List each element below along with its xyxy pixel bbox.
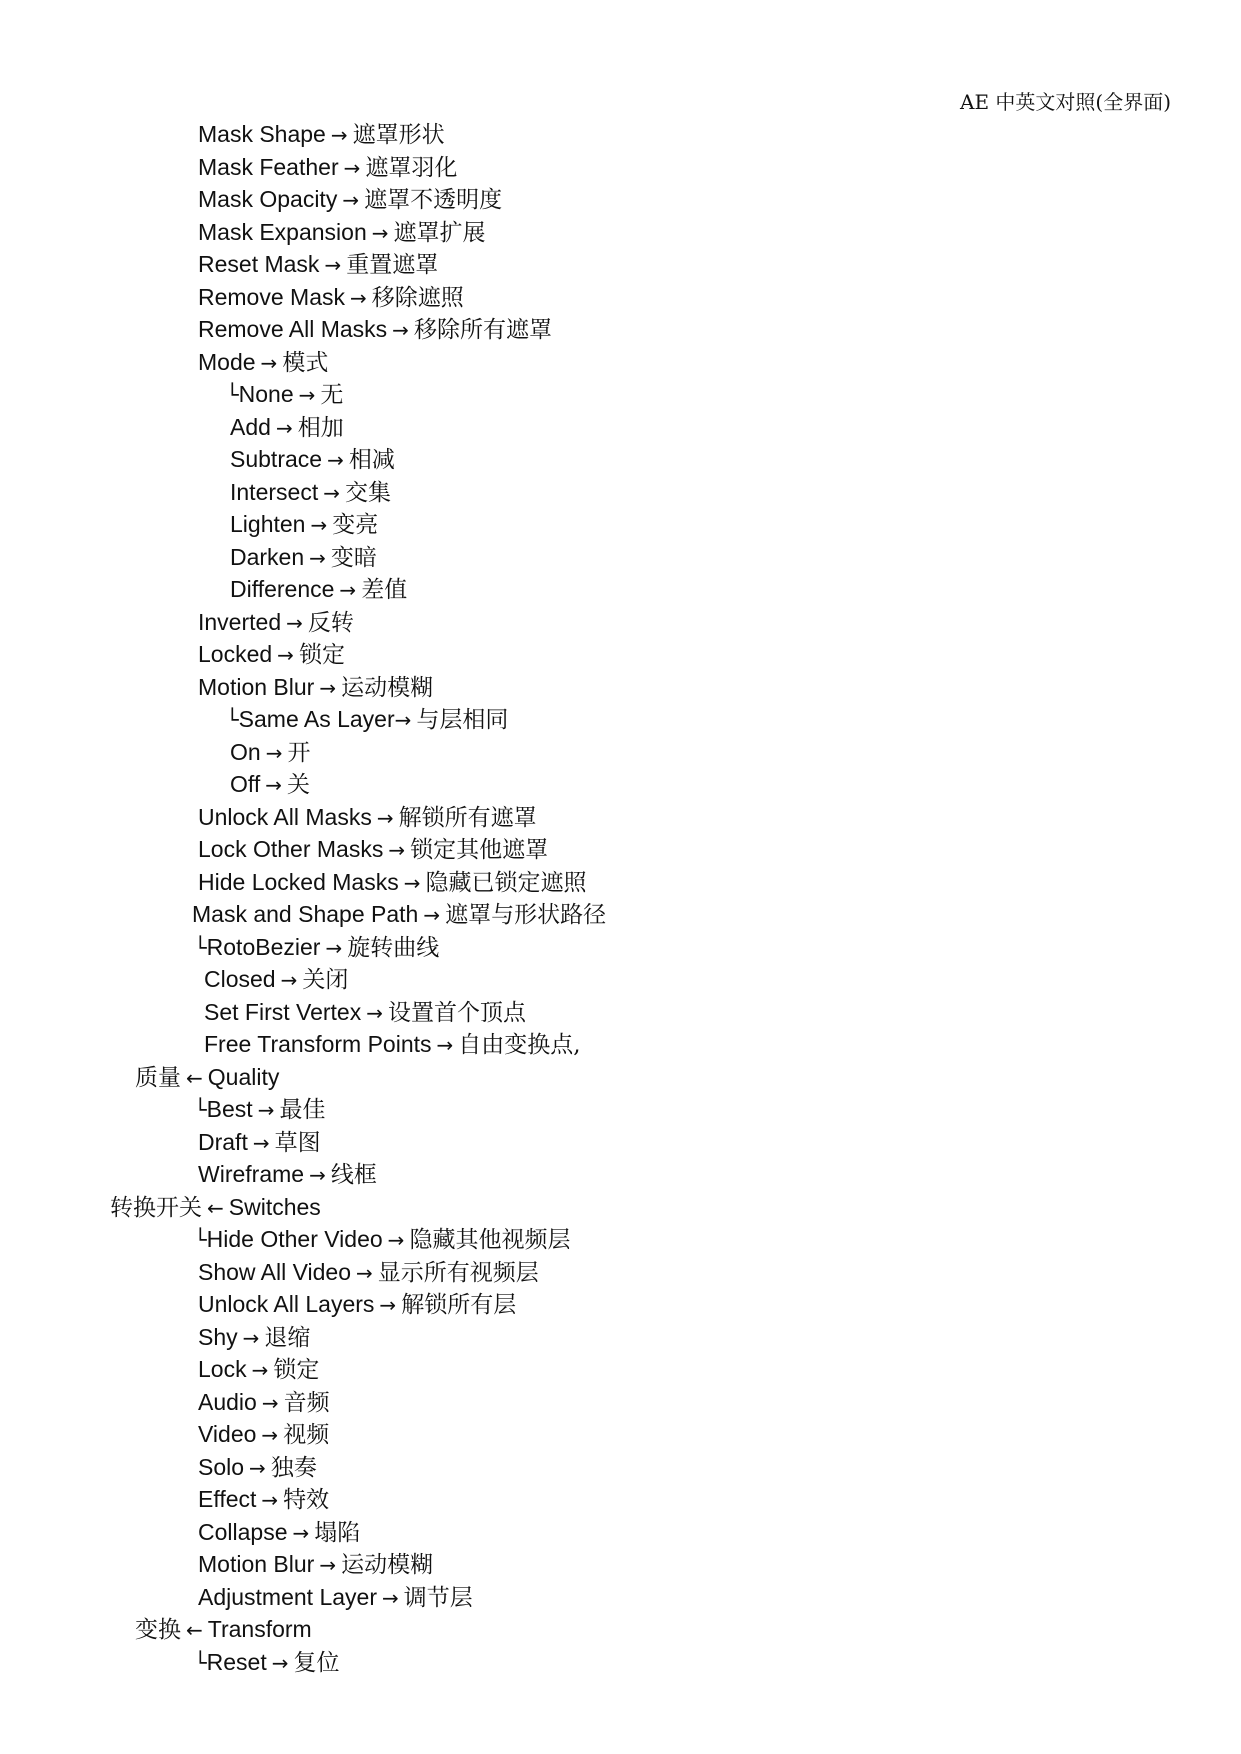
term-en: Motion Blur bbox=[198, 1551, 315, 1577]
term-zh: 相加 bbox=[297, 414, 344, 441]
term-en: Lock Other Masks bbox=[198, 836, 384, 862]
arrow-right-icon: → bbox=[280, 968, 298, 992]
arrow-right-icon: → bbox=[330, 123, 348, 147]
glossary-line-hide-other-video bbox=[0, 1223, 1241, 1256]
glossary-line-rotobezier bbox=[0, 931, 1241, 964]
arrow-right-icon: → bbox=[339, 578, 357, 602]
term-en: Off bbox=[230, 771, 261, 797]
term-zh: 反转 bbox=[307, 609, 354, 636]
glossary-line-shy bbox=[0, 1321, 1241, 1354]
term-zh: 遮罩不透明度 bbox=[364, 187, 503, 213]
term-zh: 与层相同 bbox=[416, 707, 509, 733]
glossary-line-reset bbox=[0, 1646, 1241, 1679]
term-en: RotoBezier bbox=[206, 933, 321, 960]
glossary-line-adjustment-layer bbox=[0, 1581, 1241, 1614]
term-zh: 调节层 bbox=[403, 1584, 473, 1611]
arrow-right-icon: → bbox=[310, 513, 328, 537]
term-zh: 遮罩与形状路径 bbox=[445, 902, 607, 928]
term-en: Reset Mask bbox=[198, 251, 320, 277]
term-en: Effect bbox=[198, 1486, 257, 1512]
term-zh: 模式 bbox=[282, 349, 329, 376]
arrow-right-icon: → bbox=[366, 1000, 383, 1025]
term-zh: 解锁所有层 bbox=[401, 1292, 517, 1318]
term-zh: 隐藏已锁定遮照 bbox=[425, 869, 587, 896]
glossary-line-difference bbox=[0, 573, 1241, 606]
arrow-right-icon: → bbox=[298, 383, 316, 407]
term-en: Same As Layer bbox=[238, 706, 395, 732]
tree-branch-icon: └ bbox=[194, 1650, 207, 1675]
term-zh: 交集 bbox=[344, 479, 391, 506]
arrow-right-icon: → bbox=[327, 448, 344, 472]
term-zh: 复位 bbox=[293, 1649, 340, 1676]
glossary-line-show-all-video bbox=[0, 1256, 1241, 1289]
glossary-line-add bbox=[0, 411, 1241, 444]
term-en: Darken bbox=[230, 543, 305, 570]
term-en: Remove Mask bbox=[198, 283, 345, 310]
glossary-line-collapse bbox=[0, 1516, 1241, 1549]
term-zh: 音频 bbox=[283, 1389, 330, 1416]
term-en: Locked bbox=[198, 641, 273, 667]
arrow-right-icon: → bbox=[265, 773, 283, 797]
glossary-line-mask-expansion bbox=[0, 216, 1241, 249]
arrow-left-icon: ← bbox=[186, 1065, 203, 1090]
term-zh: 显示所有视频层 bbox=[377, 1259, 539, 1286]
term-zh: 线框 bbox=[330, 1162, 377, 1188]
arrow-right-icon: → bbox=[423, 903, 441, 927]
term-en: Add bbox=[230, 413, 271, 440]
term-zh: 相减 bbox=[348, 447, 395, 473]
arrow-right-icon: → bbox=[309, 545, 326, 570]
term-zh: 隐藏其他视频层 bbox=[409, 1227, 571, 1253]
glossary-line-hide-locked-masks bbox=[0, 866, 1241, 899]
glossary-line-closed bbox=[0, 963, 1241, 996]
arrow-right-icon: → bbox=[275, 415, 293, 440]
arrow-right-icon: → bbox=[319, 1553, 337, 1577]
term-en: Hide Other Video bbox=[206, 1226, 383, 1252]
term-zh: 锁定其他遮罩 bbox=[410, 837, 549, 863]
arrow-right-icon: → bbox=[292, 1520, 310, 1545]
term-en: Unlock All Layers bbox=[198, 1291, 375, 1317]
arrow-right-icon: → bbox=[376, 805, 394, 830]
arrow-left-icon: ← bbox=[207, 1195, 224, 1220]
term-zh: 重置遮罩 bbox=[346, 252, 439, 278]
term-en: Show All Video bbox=[198, 1258, 352, 1285]
term-en: Draft bbox=[198, 1128, 248, 1155]
arrow-right-icon: → bbox=[342, 188, 360, 212]
term-en: Set First Vertex bbox=[204, 998, 362, 1025]
arrow-right-icon: → bbox=[356, 1260, 373, 1285]
glossary-line-remove-mask bbox=[0, 281, 1241, 314]
glossary-line-locked bbox=[0, 638, 1241, 671]
glossary-line-mask-opacity bbox=[0, 183, 1241, 216]
glossary-line-free-transform-points bbox=[0, 1028, 1241, 1061]
section-zh: 转换开关 bbox=[110, 1194, 202, 1221]
glossary-line-solo bbox=[0, 1451, 1241, 1484]
glossary-line-off bbox=[0, 768, 1241, 801]
term-zh: 遮罩羽化 bbox=[365, 154, 458, 181]
arrow-right-icon: → bbox=[260, 350, 278, 375]
term-zh: 关 bbox=[287, 772, 311, 798]
term-zh: 开 bbox=[287, 739, 311, 766]
arrow-right-icon: → bbox=[242, 1325, 260, 1350]
arrow-right-icon: → bbox=[257, 1098, 275, 1122]
glossary-line-darken bbox=[0, 541, 1241, 574]
glossary-line-audio bbox=[0, 1386, 1241, 1419]
term-en: Video bbox=[198, 1421, 257, 1447]
arrow-right-icon: → bbox=[387, 1228, 405, 1252]
term-en: Mask Feather bbox=[198, 153, 339, 180]
term-en: Mask Opacity bbox=[198, 186, 338, 212]
arrow-right-icon: → bbox=[309, 1163, 326, 1187]
term-zh: 无 bbox=[320, 382, 344, 408]
term-zh: 设置首个顶点 bbox=[387, 999, 526, 1026]
term-zh: 遮罩形状 bbox=[352, 122, 445, 148]
term-zh: 最佳 bbox=[279, 1097, 326, 1123]
arrow-right-icon: → bbox=[265, 740, 283, 765]
term-zh: 遮罩扩展 bbox=[393, 219, 486, 246]
glossary-line-intersect bbox=[0, 476, 1241, 509]
term-zh: 特效 bbox=[283, 1487, 330, 1513]
glossary-line-effect bbox=[0, 1483, 1241, 1516]
term-zh: 塌陷 bbox=[314, 1519, 361, 1546]
term-zh: 变亮 bbox=[332, 512, 379, 538]
term-zh: 解锁所有遮罩 bbox=[398, 804, 537, 831]
section-zh: 质量 bbox=[135, 1064, 181, 1091]
glossary-line-on bbox=[0, 736, 1241, 769]
term-zh: 差值 bbox=[361, 577, 408, 603]
arrow-right-icon: → bbox=[325, 935, 343, 960]
arrow-right-icon: → bbox=[388, 838, 406, 862]
term-en: Intersect bbox=[230, 478, 319, 505]
arrow-right-icon: → bbox=[261, 1488, 279, 1512]
glossary-line-mode bbox=[0, 346, 1241, 379]
term-en: Lock bbox=[198, 1356, 247, 1382]
term-en: Difference bbox=[230, 576, 335, 602]
term-en: Solo bbox=[198, 1453, 245, 1480]
arrow-right-icon: → bbox=[392, 318, 409, 342]
term-en: Inverted bbox=[198, 608, 282, 635]
term-zh: 变暗 bbox=[330, 544, 377, 571]
arrow-right-icon: → bbox=[252, 1130, 270, 1155]
term-zh: 视频 bbox=[283, 1422, 330, 1448]
term-en: Hide Locked Masks bbox=[198, 868, 399, 895]
glossary-line-mask-shape bbox=[0, 118, 1241, 151]
arrow-right-icon: → bbox=[343, 155, 361, 180]
term-zh: 运动模糊 bbox=[341, 674, 434, 701]
glossary-line-set-first-vertex bbox=[0, 996, 1241, 1029]
term-en: Audio bbox=[198, 1388, 257, 1415]
section-en: Switches bbox=[228, 1193, 321, 1220]
term-en: Collapse bbox=[198, 1518, 288, 1545]
arrow-right-icon: → bbox=[381, 1585, 399, 1610]
glossary-line-motion-blur bbox=[0, 671, 1241, 704]
arrow-right-icon: → bbox=[403, 870, 421, 895]
tree-branch-icon: └ bbox=[194, 1228, 207, 1252]
glossary-section-transform bbox=[0, 1613, 1241, 1646]
term-en: Unlock All Masks bbox=[198, 803, 372, 830]
term-en: Remove All Masks bbox=[198, 316, 388, 342]
term-en: Subtrace bbox=[230, 446, 323, 472]
glossary-line-best bbox=[0, 1093, 1241, 1126]
arrow-right-icon: → bbox=[277, 643, 294, 667]
term-en: Adjustment Layer bbox=[198, 1583, 377, 1610]
glossary-content bbox=[0, 118, 1241, 1678]
arrow-right-icon: → bbox=[324, 253, 342, 277]
glossary-line-same-as-layer bbox=[0, 703, 1241, 736]
arrow-right-icon: → bbox=[379, 1293, 397, 1317]
glossary-line-lock bbox=[0, 1353, 1241, 1386]
tree-branch-icon: └ bbox=[194, 1098, 207, 1122]
term-en: Mode bbox=[198, 348, 256, 375]
tree-branch-icon: └ bbox=[226, 383, 239, 407]
arrow-right-icon: → bbox=[261, 1390, 279, 1415]
arrow-left-icon: ← bbox=[186, 1618, 203, 1642]
term-zh: 独奏 bbox=[270, 1454, 317, 1481]
glossary-section-quality bbox=[0, 1061, 1241, 1094]
term-en: Reset bbox=[206, 1648, 267, 1675]
arrow-right-icon: → bbox=[394, 708, 412, 732]
glossary-line-video bbox=[0, 1418, 1241, 1451]
term-zh: 锁定 bbox=[273, 1357, 320, 1383]
tree-branch-icon: └ bbox=[194, 935, 207, 960]
glossary-line-reset-mask bbox=[0, 248, 1241, 281]
arrow-right-icon: → bbox=[251, 1358, 269, 1382]
glossary-line-unlock-all-masks bbox=[0, 801, 1241, 834]
term-en: Shy bbox=[198, 1323, 238, 1350]
term-en: Mask Expansion bbox=[198, 218, 367, 245]
glossary-line-none bbox=[0, 378, 1241, 411]
arrow-right-icon: → bbox=[349, 285, 367, 310]
page-header: AE 中英文对照(全界面) bbox=[960, 90, 1172, 114]
arrow-right-icon: → bbox=[371, 220, 389, 245]
glossary-section-switches bbox=[0, 1191, 1241, 1224]
glossary-line-wireframe bbox=[0, 1158, 1241, 1191]
arrow-right-icon: → bbox=[261, 1423, 279, 1447]
term-en: Lighten bbox=[230, 511, 306, 537]
tree-branch-icon: └ bbox=[226, 708, 239, 732]
arrow-right-icon: → bbox=[286, 610, 303, 635]
term-en: Closed bbox=[204, 966, 276, 992]
arrow-right-icon: → bbox=[436, 1033, 454, 1057]
glossary-line-draft bbox=[0, 1126, 1241, 1159]
term-en: Wireframe bbox=[198, 1161, 305, 1187]
term-zh: 退缩 bbox=[264, 1324, 311, 1351]
term-en: Mask and Shape Path bbox=[192, 901, 419, 927]
glossary-line-unlock-all-layers bbox=[0, 1288, 1241, 1321]
term-zh: 关闭 bbox=[302, 967, 349, 993]
glossary-line-switch-motion-blur bbox=[0, 1548, 1241, 1581]
term-zh: 锁定 bbox=[298, 642, 345, 668]
section-en: Transform bbox=[207, 1616, 312, 1642]
glossary-line-subtrace bbox=[0, 443, 1241, 476]
arrow-right-icon: → bbox=[271, 1650, 289, 1675]
arrow-right-icon: → bbox=[323, 480, 340, 505]
glossary-line-lighten bbox=[0, 508, 1241, 541]
glossary-line-mask-feather bbox=[0, 151, 1241, 184]
term-en: Best bbox=[206, 1096, 253, 1122]
section-en: Quality bbox=[207, 1063, 280, 1090]
term-en: None bbox=[238, 381, 294, 407]
term-zh: 移除遮照 bbox=[371, 284, 464, 311]
term-zh: 自由变换点, bbox=[458, 1032, 581, 1058]
glossary-line-lock-other-masks bbox=[0, 833, 1241, 866]
term-zh: 移除所有遮罩 bbox=[413, 317, 552, 343]
term-zh: 运动模糊 bbox=[341, 1552, 434, 1578]
glossary-line-remove-all-masks bbox=[0, 313, 1241, 346]
term-en: Free Transform Points bbox=[204, 1031, 432, 1057]
arrow-right-icon: → bbox=[319, 675, 337, 700]
term-en: Motion Blur bbox=[198, 673, 315, 700]
term-en: On bbox=[230, 738, 261, 765]
glossary-line-inverted bbox=[0, 606, 1241, 639]
term-zh: 旋转曲线 bbox=[347, 934, 440, 961]
arrow-right-icon: → bbox=[249, 1455, 266, 1480]
glossary-line-mask-shape-path bbox=[0, 898, 1241, 931]
term-en: Mask Shape bbox=[198, 121, 326, 147]
term-zh: 草图 bbox=[274, 1129, 321, 1156]
section-zh: 变换 bbox=[135, 1617, 181, 1643]
